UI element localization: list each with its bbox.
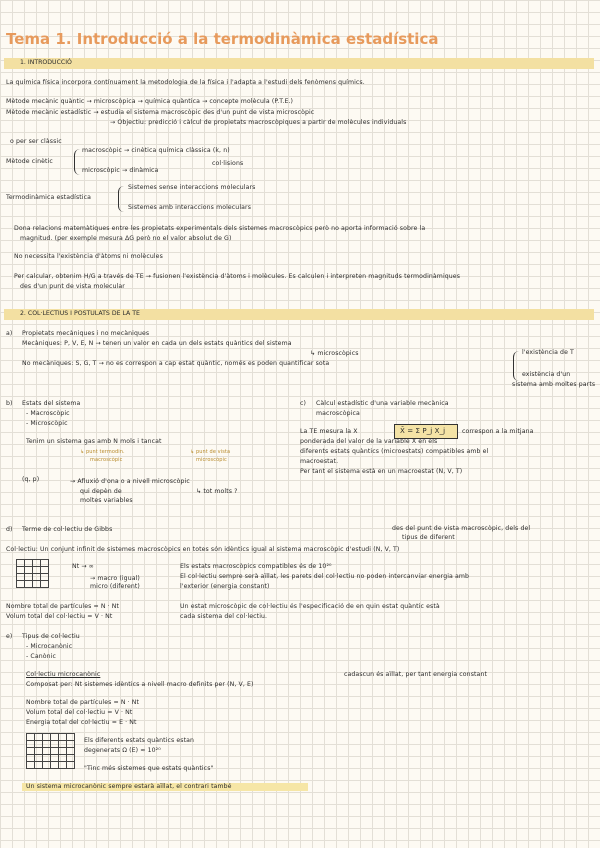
b-f2: qui depèn de xyxy=(80,488,122,495)
c-title-1: Càlcul estadístic d'una variable mecànica xyxy=(316,400,449,407)
b-note-2: macroscòpic xyxy=(90,457,123,463)
bullet-3b: des d'un punt de vista molecular xyxy=(20,283,125,290)
c-line-1b: correspon a la mitjana xyxy=(462,428,534,435)
d-r2: El col·lectiu sempre serà aïllat, les parets del col·lectiu no poden intercanviar energia amb xyxy=(180,573,470,580)
section-2-header xyxy=(4,309,594,320)
c-formula: X̄ = Σ P_j X_j xyxy=(400,427,446,435)
a-non-mechanical: No mecàniques: S, G, T → no es correspon a cap estat quàntic, només es poden quantificar sota xyxy=(22,360,330,367)
bullet-1: Dona relacions matemàtiques entre les propietats experimentals dels sistemes macroscòpics però no aporta informació sobre la xyxy=(14,225,426,232)
method-quantum: Mètode mecànic quàntic → microscòpica → química quàntica → concepte molècula (P.T.E.) xyxy=(6,98,294,105)
b-f1: → Afluxió d'ona o a nivell microscòpic xyxy=(70,478,190,485)
e-n3: Energia total del col·lectiu = E · Nt xyxy=(26,719,137,726)
a-label: a) xyxy=(6,330,13,337)
ensemble-grid xyxy=(16,559,49,588)
e-n1: Nombre total de partícules = N · Nt xyxy=(26,699,140,706)
kinetic-macro: macroscòpic → cinètica química clàssica (k, n) xyxy=(82,147,230,154)
kinetic-micro: microscòpic → dinàmica xyxy=(82,167,159,174)
d-macro-same: → macro (igual) xyxy=(90,575,140,582)
b-tenim: Tenim un sistema gas amb N mols i tancat xyxy=(26,438,162,445)
page-title: Tema 1. Introducció a la termodinàmica estadística xyxy=(6,30,439,48)
e-quote: "Tinc més sistemes que estats quàntics" xyxy=(84,765,214,772)
thermo-interactions: Sistemes amb interaccions moleculars xyxy=(128,204,252,211)
c-line-2: ponderada del valor de la variable X en els xyxy=(300,438,438,445)
b-note-3: ↳ punt de vista xyxy=(190,449,231,455)
d-e2: cada sistema del col·lectiu. xyxy=(180,613,268,620)
b-note-4: microscòpic xyxy=(196,457,227,463)
e-final: Un sistema microcanònic sempre estarà aïllat, el contrari també xyxy=(26,783,232,790)
d-label: d) xyxy=(6,526,13,533)
d-r3: l'exterior (energia constant) xyxy=(180,583,270,590)
b-item-2: - Microscòpic xyxy=(26,420,68,427)
c-label: c) xyxy=(300,400,307,407)
b-qp: (q, p) xyxy=(22,476,40,483)
d-side-2: tipus de diferent xyxy=(402,534,455,541)
e-composition: Composat per: Nt sistemes idèntics a nivell macro definits per (N, V, E) xyxy=(26,681,254,688)
e-g2: degenerats Ω (E) ≈ 10²⁰ xyxy=(84,747,161,754)
e-item-1: - Microcanònic xyxy=(26,643,73,650)
a-title: Propietats mecàniques i no mecàniques xyxy=(22,330,150,337)
c-title-2: macroscòpica xyxy=(316,410,360,417)
section-2-heading: 2. COL·LECTIUS I POSTULATS DE LA TE xyxy=(20,310,140,317)
kinetic-collisions: col·lisions xyxy=(212,160,244,167)
thermo-no-interactions: Sistemes sense interaccions moleculars xyxy=(128,184,256,191)
b-item-1: - Macroscòpic xyxy=(26,410,70,417)
bullet-2: No necessita l'existència d'àtoms ni molècules xyxy=(14,253,163,260)
thermo-brace xyxy=(118,186,125,212)
e-n2: Volum total del col·lectiu = V · Nt xyxy=(26,709,133,716)
b-f3: moltes variables xyxy=(80,497,133,504)
d-n2: Volum total del col·lectiu = V · Nt xyxy=(6,613,113,620)
d-n1: Nombre total de partícules = N · Nt xyxy=(6,603,120,610)
c-line-1a: La TE mesura la X xyxy=(300,428,358,435)
classic-note: o per ser clàssic xyxy=(10,138,62,145)
d-side-1: des del punt de vista macroscòpic, dels del xyxy=(392,525,531,532)
b-f4: ↳ tot molts ? xyxy=(196,488,238,495)
c-line-4: macroestat. xyxy=(300,458,339,465)
e-title: Tipus de col·lectiu xyxy=(22,633,80,640)
a-r3: sistema amb moltes parts xyxy=(512,381,596,388)
e-g1: Els diferents estats quàntics estan xyxy=(84,737,195,744)
method-statistical: Mètode mecànic estadístic → estudia el sistema macroscòpic des d'un punt de vista microscòpic xyxy=(6,109,315,116)
a-mechanical: Mecàniques: P, V, E, N → tenen un valor en cada un dels estats quàntics del sistema xyxy=(22,340,292,347)
e-subtitle: Col·lectiu microcanònic xyxy=(26,671,101,678)
e-label: e) xyxy=(6,633,13,640)
b-label: b) xyxy=(6,400,13,407)
section-1-header xyxy=(4,58,594,69)
d-title: Terme de col·lectiu de Gibbs xyxy=(22,526,113,533)
b-title: Estats del sistema xyxy=(22,400,81,407)
section-1-heading: 1. INTRODUCCIÓ xyxy=(20,59,72,66)
d-e1: Un estat microscòpic de col·lectiu és l'especificació de en quin estat quàntic està xyxy=(180,603,440,610)
d-r1: Els estats macroscòpics compatibles és de 10²⁰ xyxy=(180,563,332,570)
c-line-5: Per tant el sistema està en un macroestat (N, V, T) xyxy=(300,468,463,475)
d-micro-diff: micro (diferent) xyxy=(90,583,140,590)
kinetic-brace xyxy=(74,149,81,175)
c-line-3: diferents estats quàntics (microestats) compatibles amb el xyxy=(300,448,489,455)
d-definition: Col·lectiu: Un conjunt infinit de sistemes macroscòpics en totes són idèntics igual al sistema macroscòpic d'estudi (N, V, T) xyxy=(6,546,400,553)
b-note-1: ↳ punt termodin. xyxy=(80,449,125,455)
method-objective: → Objectiu: predicció i càlcul de propietats macroscòpiques a partir de molècules individuals xyxy=(110,119,407,126)
intro-text: La química física incorpora contínuament la metodologia de la física i l'adapta a l'estudi dels fenòmens químics. xyxy=(6,79,365,86)
microcanonical-grid xyxy=(26,733,75,769)
thermo-stat: Termodinàmica estadística xyxy=(6,194,92,201)
a-r1: l'existència de T xyxy=(522,349,574,356)
bullet-1b: magnitud. (per exemple mesura ΔG però no el valor absolut de G) xyxy=(20,235,232,242)
d-nt: Nt → ∞ xyxy=(72,563,94,570)
e-item-2: - Canònic xyxy=(26,653,56,660)
a-r2: existència d'un xyxy=(522,371,571,378)
kinetic-method: Mètode cinètic xyxy=(6,158,53,165)
bullet-3: Per calcular, obtenim H/G a través de TE → fusionen l'existència d'àtoms i molècules. Es calculen i interpreten magnituds termodinàmiques xyxy=(14,273,461,280)
a-micro: ↳ microscòpics xyxy=(310,350,359,357)
e-side: cadascun és aïllat, per tant energia constant xyxy=(344,671,487,678)
a-brace xyxy=(513,351,520,381)
